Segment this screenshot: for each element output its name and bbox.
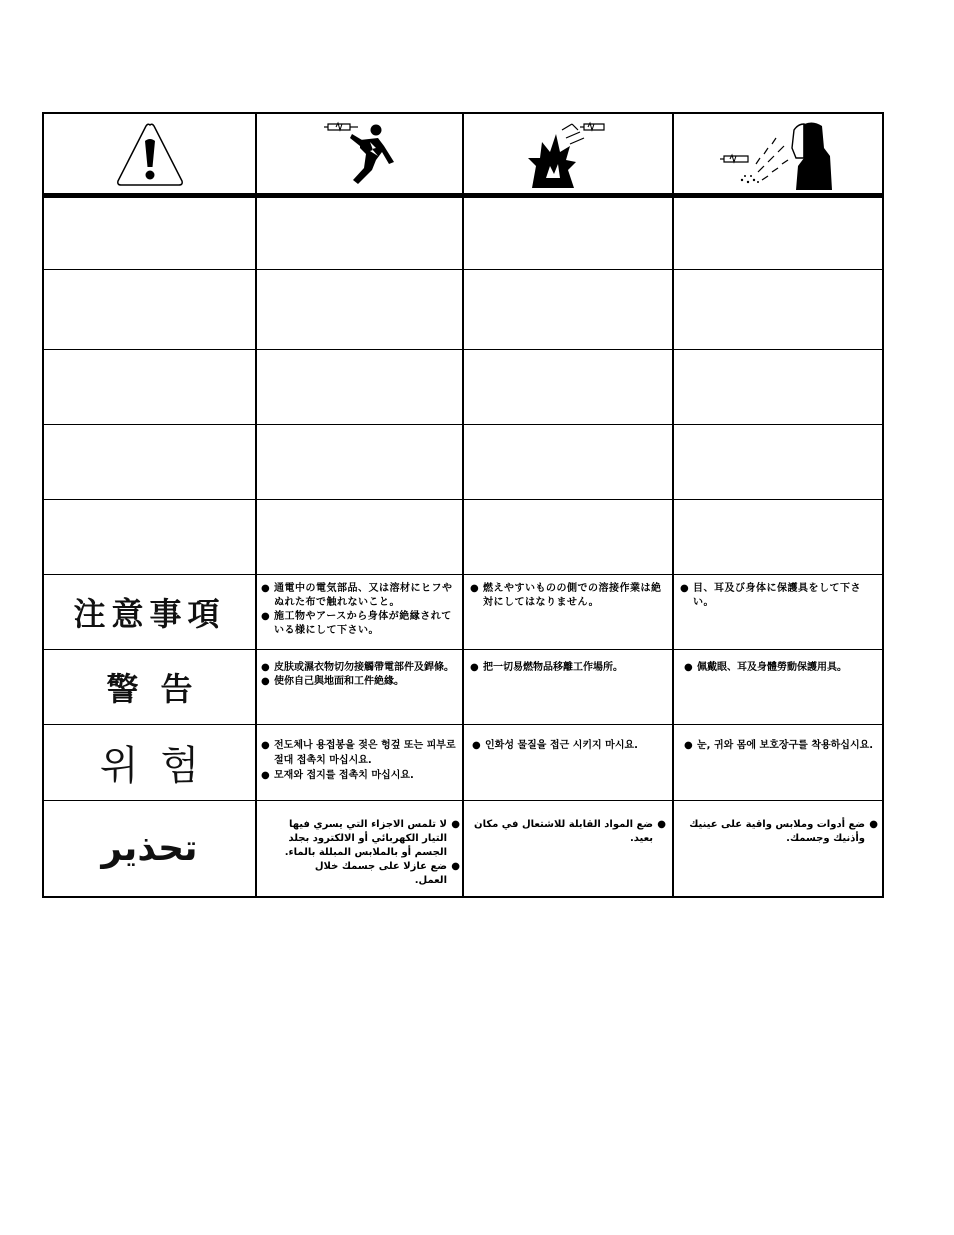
cell-ja-electric — [261, 582, 457, 648]
cell-ja-fire — [470, 582, 668, 648]
header-divider — [44, 193, 882, 198]
arc-rays-face-shield-icon — [718, 118, 838, 190]
row-label-korean — [44, 725, 255, 800]
cell-ko-electric — [261, 738, 457, 798]
header-cell-fire-explosion — [464, 114, 672, 193]
cell-ar-protection — [680, 818, 878, 892]
row-divider — [44, 269, 882, 270]
column-divider — [255, 114, 257, 896]
fire-explosion-icon — [526, 118, 610, 190]
row-label-japanese — [44, 575, 255, 649]
electric-shock-icon — [320, 118, 400, 190]
header-cell-electric-shock — [257, 114, 462, 193]
list-item: ● 佩戴眼、耳及身體勞動保護用具。 — [684, 661, 878, 675]
list-item: ● 目、耳及び身体に保護具をして下さい。 — [680, 582, 876, 610]
list-item: ● 通電中の電気部品、又は溶材にヒフやぬれた布で触れないこと。 — [261, 582, 457, 610]
list-item: ● ضع أدوات وملابس واقية على عينيك وأذنيك وجسمك. — [680, 818, 878, 846]
cell-ar-fire — [470, 818, 666, 892]
list-item: ● ضع عازلا على جسمك خلال العمل. — [284, 860, 460, 888]
list-item: ● 施工物やアースから身体が絶縁されている様にして下さい。 — [261, 610, 457, 638]
warning-triangle-icon — [114, 119, 186, 189]
row-divider — [44, 424, 882, 425]
warning-table — [42, 112, 884, 898]
list-item: ● 燃えやすいものの側での溶接作業は絶対にしてはなりません。 — [470, 582, 668, 610]
list-item: ● 使你自己與地面和工件絶緣。 — [261, 675, 457, 689]
list-item: ● ضع المواد القابلة للاشتعال في مكان بعيد. — [470, 818, 666, 846]
danger-label-ko: 위험 — [99, 743, 222, 789]
warning-label-zh: 警告 — [106, 670, 215, 708]
row-label-chinese — [44, 650, 255, 724]
header-cell-warning — [44, 114, 255, 193]
caution-label-ja: 注意事項 — [73, 595, 226, 633]
cell-ko-protection — [684, 738, 878, 798]
cell-ar-electric — [284, 818, 460, 892]
row-divider — [44, 349, 882, 350]
cell-zh-fire — [470, 661, 668, 721]
cell-zh-protection — [684, 661, 878, 721]
list-item: ● 把一切易燃物品移離工作場所。 — [470, 661, 668, 675]
list-item: ● 눈, 귀와 몸에 보호장구를 착용하십시요. — [684, 738, 878, 753]
row-label-arabic — [44, 801, 255, 896]
list-item: ● 모재와 접지를 접촉치 마십시요. — [261, 768, 457, 783]
cell-ja-protection — [680, 582, 876, 648]
column-divider — [462, 114, 464, 896]
list-item: ● لا تلمس الاجزاء التي يسري فيها التيار الكهربائي أو الالكترود بجلد الجسم أو بالملابس المبللة بالماء. — [284, 818, 460, 860]
list-item: ● 전도체나 용접봉을 젖은 헝겊 또는 피부로 절대 접촉치 마십시요. — [261, 738, 457, 768]
row-divider — [44, 499, 882, 500]
list-item: ● 皮肤或濕衣物切勿接觸帶電部件及銲條。 — [261, 661, 457, 675]
list-item: ● 인화성 물질을 접근 시키지 마시요. — [472, 738, 668, 753]
warning-label-ar: تحذير — [101, 828, 198, 869]
cell-zh-electric — [261, 661, 457, 721]
cell-ko-fire — [472, 738, 668, 798]
column-divider — [672, 114, 674, 896]
header-cell-arc-rays — [674, 114, 882, 193]
